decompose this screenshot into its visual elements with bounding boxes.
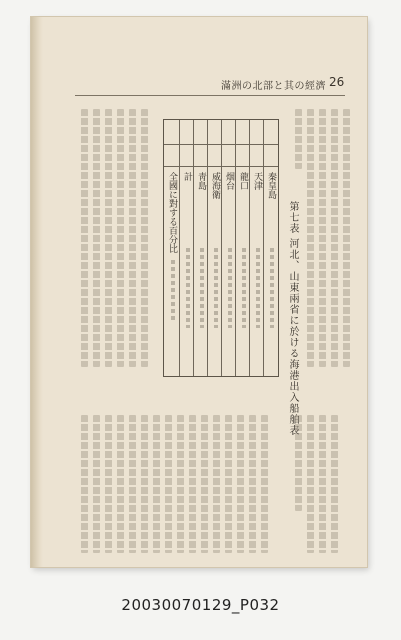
text-column-placeholder xyxy=(165,415,172,553)
text-column-placeholder xyxy=(237,415,244,553)
running-head: 滿洲の北部と其の經濟 xyxy=(221,81,326,92)
table-title: 第七表 河北、山東兩省に於ける海港出入船舶表 xyxy=(287,201,298,437)
table-divider xyxy=(193,120,194,376)
cell-placeholder xyxy=(200,248,204,328)
table-divider xyxy=(263,120,264,376)
page-number: 26 xyxy=(329,75,345,89)
text-column-placeholder xyxy=(201,415,208,553)
text-column-placeholder xyxy=(249,415,256,553)
cell-placeholder xyxy=(242,248,246,328)
text-column-placeholder xyxy=(331,415,338,553)
text-column-placeholder xyxy=(117,415,124,553)
table-row-label: 威海衛 xyxy=(210,172,220,199)
cell-placeholder xyxy=(214,248,218,328)
text-column-placeholder xyxy=(295,415,302,511)
text-column-placeholder xyxy=(93,109,100,367)
cell-placeholder xyxy=(228,248,232,328)
text-column-placeholder xyxy=(81,415,88,553)
text-column-placeholder xyxy=(343,109,350,367)
text-column-placeholder xyxy=(93,415,100,553)
table-divider xyxy=(249,120,250,376)
table-row-label: 龍口 xyxy=(238,172,248,190)
text-column-placeholder xyxy=(307,109,314,367)
table-row-label: 天津 xyxy=(252,172,262,190)
text-column-placeholder xyxy=(105,415,112,553)
port-table xyxy=(163,119,279,377)
text-column-placeholder xyxy=(319,415,326,553)
table-row-label: 烟台 xyxy=(224,172,234,190)
text-column-placeholder xyxy=(307,415,314,553)
text-column-placeholder xyxy=(319,109,326,367)
text-column-placeholder xyxy=(105,109,112,367)
text-column-placeholder xyxy=(129,415,136,553)
book-page xyxy=(31,17,367,567)
cell-placeholder xyxy=(186,248,190,328)
table-divider xyxy=(235,120,236,376)
cell-placeholder xyxy=(270,248,274,328)
text-column-placeholder xyxy=(225,415,232,553)
text-column-placeholder xyxy=(129,109,136,367)
cell-placeholder xyxy=(171,260,175,320)
text-column-placeholder xyxy=(261,415,268,553)
table-divider xyxy=(179,120,180,376)
text-column-placeholder xyxy=(81,109,88,367)
table-divider xyxy=(207,120,208,376)
text-column-placeholder xyxy=(141,109,148,367)
table-row-label: 全國に對する百分比 xyxy=(167,172,177,253)
catalog-caption: 20030070129_P032 xyxy=(121,596,280,614)
cell-placeholder xyxy=(256,248,260,328)
table-row-label: 秦皇島 xyxy=(266,172,276,199)
page-gutter xyxy=(31,17,43,567)
text-column-placeholder xyxy=(295,109,302,169)
text-column-placeholder xyxy=(117,109,124,367)
text-column-placeholder xyxy=(153,415,160,553)
text-column-placeholder xyxy=(189,415,196,553)
header-rule xyxy=(75,95,345,96)
table-row-label: 靑島 xyxy=(196,172,206,190)
text-column-placeholder xyxy=(177,415,184,553)
text-column-placeholder xyxy=(331,109,338,367)
table-divider xyxy=(221,120,222,376)
table-row-label: 計 xyxy=(182,172,192,181)
text-column-placeholder xyxy=(141,415,148,553)
text-column-placeholder xyxy=(213,415,220,553)
